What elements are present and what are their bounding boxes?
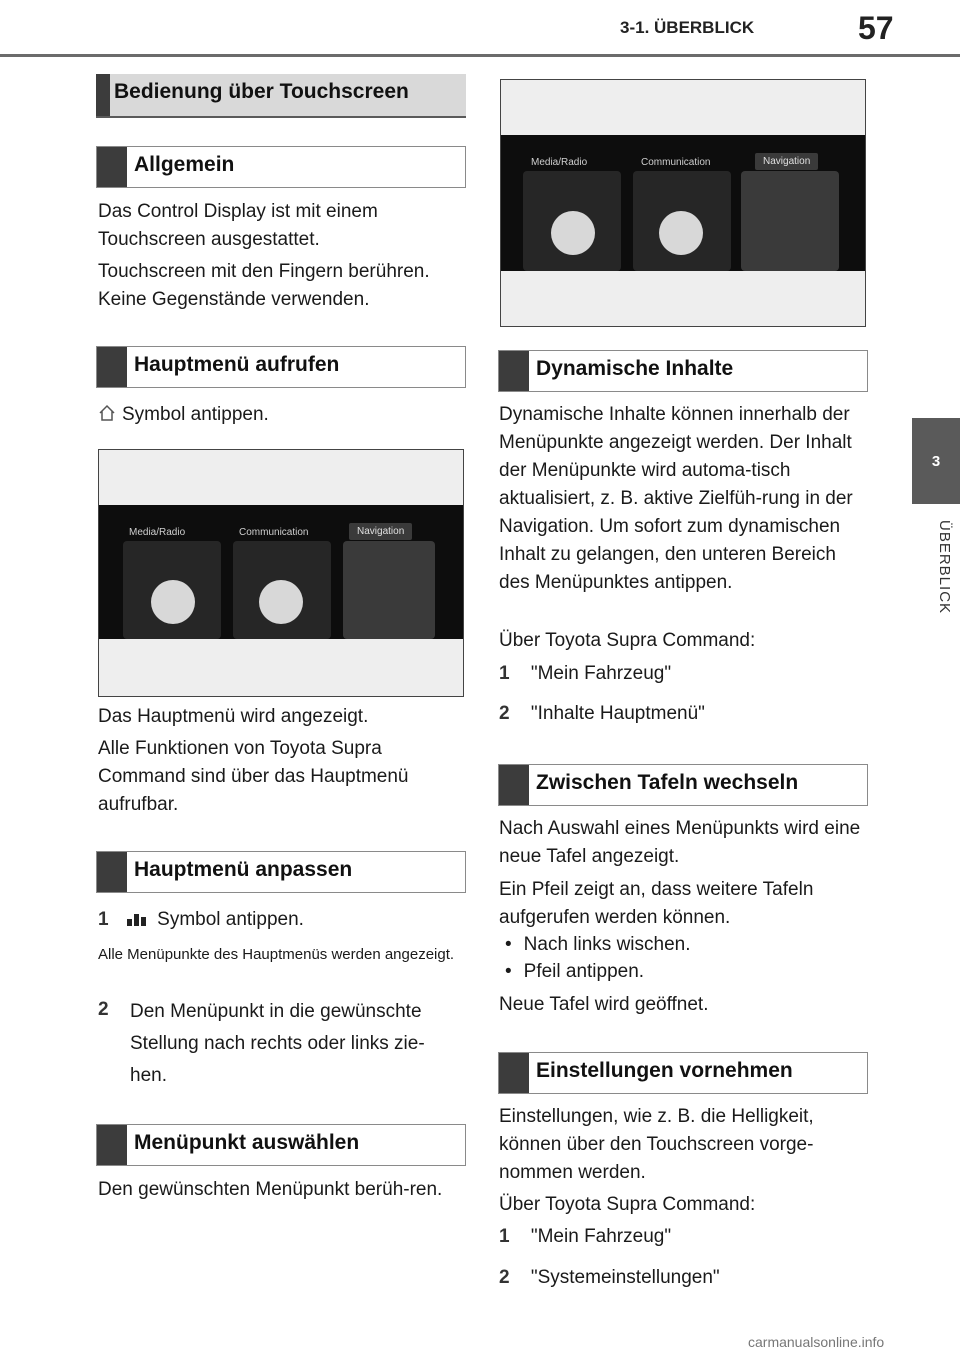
screenshot-figure — [98, 449, 464, 697]
paragraph: Ein Pfeil zeigt an, dass weitere Tafeln aufgerufen werden können. — [499, 879, 814, 928]
home-icon — [98, 404, 116, 422]
paragraph: Das Control Display ist mit einem Touchscreen ausgestattet. — [98, 201, 378, 250]
tile-navigation — [741, 171, 839, 271]
paragraph: Neue Tafel wird geöffnet. — [499, 994, 709, 1015]
paragraph: Über Toyota Supra Command: — [499, 1194, 756, 1215]
note: Alle Menüpunkte des Hauptmenüs werden angezeigt. — [98, 946, 455, 963]
heading-dynamische-inhalte: Dynamische Inhalte — [498, 350, 868, 392]
tile-label: Navigation — [755, 153, 818, 170]
step-text: Den Menüpunkt in die gewünschte Stellung nach rechts oder links zie-hen. — [130, 1001, 425, 1086]
step: 2 "Inhalte Hauptmenü" — [499, 703, 705, 724]
step: 2 "Systemeinstellungen" — [499, 1267, 720, 1288]
paragraph: Den gewünschten Menüpunkt berüh-ren. — [98, 1179, 443, 1200]
header-rule — [0, 54, 960, 57]
paragraph: Alle Funktionen von Toyota Supra Command sind über das Hauptmenü aufrufbar. — [98, 738, 409, 815]
heading-einstellungen-vornehmen: Einstellungen vornehmen — [498, 1052, 868, 1094]
heading-menupunkt-auswaehlen: Menüpunkt auswählen — [96, 1124, 466, 1166]
tile-label: Media/Radio — [129, 527, 186, 538]
music-icon — [151, 580, 195, 624]
heading-hauptmenu-anpassen: Hauptmenü anpassen — [96, 851, 466, 893]
screenshot-figure — [500, 79, 866, 327]
grid-icon — [126, 911, 148, 927]
paragraph: Das Hauptmenü wird angezeigt. — [98, 706, 369, 727]
watermark: carmanualsonline.info — [748, 1334, 885, 1350]
heading-allgemein: Allgemein — [96, 146, 466, 188]
chapter-label: ÜBERBLICK — [936, 520, 953, 615]
phone-icon — [259, 580, 303, 624]
paragraph: Über Toyota Supra Command: — [499, 630, 756, 651]
paragraph: Touchscreen mit den Fingern berühren. Keine Gegenstände verwenden. — [98, 261, 430, 310]
paragraph: Dynamische Inhalte können innerhalb der Menüpunkte angezeigt werden. Der Inhalt der Menüpunkte wird automa-tisch aktualisiert, z. B. aktive Zielfüh-rung in der Navigation. Um sofort zum dynamischen Inhalt zu gelangen, den unteren Bereich des Menüpunktes antippen. — [499, 404, 853, 593]
section-title: 3-1. ÜBERBLICK — [620, 18, 755, 37]
bullet-item: • Pfeil antippen. — [505, 961, 645, 982]
chapter-tab — [912, 418, 960, 504]
tile-label: Communication — [239, 527, 309, 538]
step: 1 "Mein Fahrzeug" — [499, 1226, 672, 1247]
paragraph: Einstellungen, wie z. B. die Helligkeit, können über den Touchscreen vorge-nommen werden. — [499, 1106, 814, 1183]
tile-navigation — [343, 541, 435, 639]
step: 1 "Mein Fahrzeug" — [499, 663, 672, 684]
chapter-number: 3 — [931, 452, 941, 470]
page-number: 57 — [858, 10, 894, 46]
bullet-item: • Nach links wischen. — [505, 934, 691, 955]
heading-zwischen-tafeln-wechseln: Zwischen Tafeln wechseln — [498, 764, 868, 806]
heading-hauptmenu-aufrufen: Hauptmenü aufrufen — [96, 346, 466, 388]
tile-label: Media/Radio — [531, 157, 588, 168]
phone-icon — [659, 211, 703, 255]
main-heading: Bedienung über Touchscreen — [96, 74, 466, 118]
tile-label: Navigation — [349, 523, 412, 540]
step: 1 Symbol antippen. — [98, 909, 304, 930]
paragraph: Nach Auswahl eines Menüpunkts wird eine neue Tafel angezeigt. — [499, 818, 861, 867]
music-icon — [551, 211, 595, 255]
step: 2 — [98, 999, 109, 1020]
paragraph: Symbol antippen. — [98, 401, 458, 429]
tile-label: Communication — [641, 157, 711, 168]
